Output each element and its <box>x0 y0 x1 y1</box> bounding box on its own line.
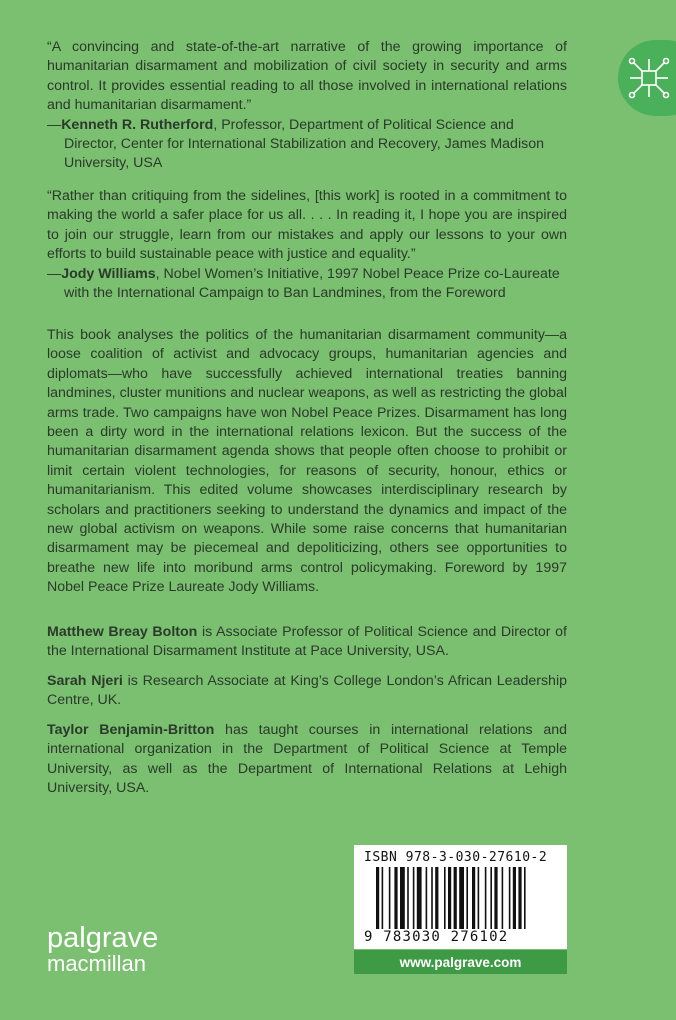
barcode-bar <box>407 867 409 929</box>
barcode-bar <box>485 867 487 929</box>
bio-text: is Research Associate at King’s College London’s African Leadership Centre, UK. <box>47 673 567 709</box>
quote-attribution <box>47 116 567 174</box>
endorsement-quote-1 <box>47 38 567 174</box>
barcode-bar <box>472 867 475 929</box>
isbn-label: ISBN 978-3-030-27610-2 <box>364 850 548 865</box>
bio-name: Taylor Benjamin-Britton <box>47 722 215 738</box>
attribution-dash: — <box>47 116 62 133</box>
barcode-bar <box>394 867 397 929</box>
barcode-bar <box>518 867 521 929</box>
network-node-icon <box>626 55 672 101</box>
author-bio-3 <box>47 721 567 799</box>
book-summary: This book analyses the politics of the humanitarian disarmament community—a loose coalition of activist and advocacy groups, humanitarian agencies and diplomats—who have successfully achieved international treaties banning landmines, cluster munitions and nuclear weapons, as well as restricting the global arms trade. Two campaigns have won Nobel Peace Prizes. Disarmament has long been a dirty word in the international relations lexicon. But the success of the humanitarian disarmament agenda shows that people often choose to prohibit or limit certain violent technologies, for reasons of security, honour, ethics or humanitarianism. This edited volume showcases interdisciplinary research by scholars and practitioners seeking to understand the dynamics and impact of the new global activism on weapons. While some raise concerns that humanitarian disarmament may be piecemeal and depoliticizing, others see opportunities to breathe new life into moribund arms control policymaking. Foreword by 1997 Nobel Peace Prize Laureate Jody Williams. <box>47 327 567 596</box>
barcode-digits: 9 783030 276102 <box>364 929 509 945</box>
bio-name: Sarah Njeri <box>47 673 123 689</box>
barcode-bar <box>389 867 391 929</box>
publisher-url[interactable]: www.palgrave.com <box>354 950 567 974</box>
barcode-bar <box>400 867 405 929</box>
quote-author: Jody Williams <box>61 265 156 282</box>
quote-text: “Rather than critiquing from the sidelines, [this work] is rooted in a commitment to making the world a safer place for us all. . . . In reading it, I hope you are inspired to join our struggle, learn from our mistakes and apply our lessons to your own efforts to build sustainable peace with justice and equality.” <box>47 188 567 263</box>
bio-text: has taught courses in international relations and international organization in the Department of Political Science at Temple University, as well as the Department of International Relations at Lehigh University, USA. <box>47 722 567 797</box>
bio-name: Matthew Breay Bolton <box>47 624 198 640</box>
barcode-bar <box>448 867 451 929</box>
quote-attribution <box>47 265 567 304</box>
subject-badge <box>618 40 676 116</box>
publisher-line-2: macmillan <box>47 951 147 976</box>
barcode-bar <box>524 867 526 929</box>
barcode-bar <box>431 867 433 929</box>
attribution-dash: — <box>47 265 62 282</box>
isbn-barcode <box>354 845 567 949</box>
barcode-bar <box>490 867 492 929</box>
barcode-bar <box>435 867 438 929</box>
quote-affiliation: , Nobel Women’s Initiative, 1997 Nobel Peace Prize co-Laureate with the International Campaign to Ban Landmines, from the Foreword <box>64 265 560 302</box>
publisher-logo <box>47 922 159 976</box>
barcode-bar <box>459 867 464 929</box>
barcode-bar <box>454 867 457 929</box>
endorsement-quote-2 <box>47 187 567 303</box>
barcode-bar <box>494 867 497 929</box>
author-bio-2 <box>47 672 567 711</box>
barcode-bar <box>509 867 511 929</box>
quote-author: Kenneth R. Rutherford <box>61 116 214 133</box>
barcode-bars <box>376 867 548 929</box>
quote-text: “A convincing and state-of-the-art narrative of the growing importance of humanitarian disarmament and mobilization of civil society in security and arms control. It provides essential reading to all those involved in international relations and humanitarian disarmament.” <box>47 39 567 114</box>
barcode-bar <box>376 867 379 929</box>
barcode-bar <box>413 867 415 929</box>
barcode-bar <box>466 867 468 929</box>
barcode-bar <box>444 867 446 929</box>
bio-text: is Associate Professor of Political Science and Director of the International Disarmament Institute at Pace University, USA. <box>47 624 567 660</box>
quote-affiliation: , Professor, Department of Political Science and Director, Center for International Stabilization and Recovery, James Madison University, USA <box>64 116 544 172</box>
barcode-bar <box>478 867 480 929</box>
barcode-bar <box>417 867 422 929</box>
author-bio-1 <box>47 623 567 662</box>
barcode-bar <box>426 867 428 929</box>
barcode-bar <box>513 867 516 929</box>
publisher-line-1: palgrave <box>47 922 159 954</box>
barcode-bar <box>382 867 384 929</box>
barcode-bar <box>502 867 504 929</box>
